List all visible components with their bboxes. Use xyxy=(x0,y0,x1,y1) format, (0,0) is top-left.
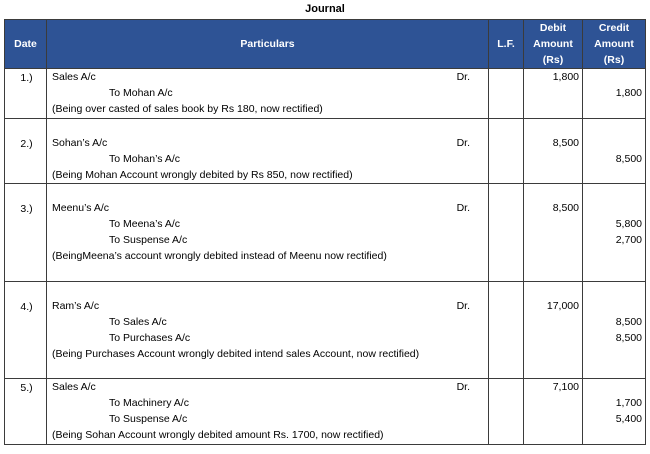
credit-amount: 8,500 xyxy=(615,153,642,165)
dr-label: Dr. xyxy=(456,381,470,393)
header-credit xyxy=(583,20,646,69)
narration: (Being Sohan Account wrongly debited amount Rs. 1700, now rectified) xyxy=(52,429,384,441)
entry-lf xyxy=(489,184,524,282)
credit-account: To Purchases A/c xyxy=(109,332,191,344)
entry-particulars xyxy=(47,282,489,379)
credit-amount: 2,700 xyxy=(615,234,642,246)
entry-date: 4.) xyxy=(5,282,47,379)
entry-lf xyxy=(489,119,524,184)
journal-title: Journal xyxy=(305,3,345,15)
dr-label: Dr. xyxy=(456,202,470,214)
narration: (Being Purchases Account wrongly debited intend sales Account, now rectified) xyxy=(52,348,420,360)
entry-date: 2.) xyxy=(5,119,47,184)
entry-particulars xyxy=(47,119,489,184)
credit-account: To Mohan A/c xyxy=(109,87,173,99)
journal-entry xyxy=(5,119,646,184)
credit-amount: 8,500 xyxy=(615,316,642,328)
dr-label: Dr. xyxy=(456,137,470,149)
entry-date: 1.) xyxy=(5,69,47,119)
journal-entry xyxy=(5,282,646,379)
debit-account: Meenu’s A/c xyxy=(52,202,110,214)
header-particulars: Particulars xyxy=(47,20,489,69)
credit-amount: 8,500 xyxy=(615,332,642,344)
credit-account: To Mohan’s A/c xyxy=(109,153,181,165)
credit-account: To Meena’s A/c xyxy=(109,218,181,230)
credit-account: To Suspense A/c xyxy=(109,234,188,246)
header-debit xyxy=(524,20,583,69)
credit-amount: 5,400 xyxy=(615,413,642,425)
entry-credit-amount xyxy=(583,69,646,119)
entry-lf xyxy=(489,69,524,119)
header-credit-line2: Amount xyxy=(594,38,634,50)
credit-account: To Suspense A/c xyxy=(109,413,188,425)
dr-label: Dr. xyxy=(456,300,470,312)
journal-entry xyxy=(5,379,646,445)
entry-particulars xyxy=(47,379,489,445)
entry-particulars xyxy=(47,184,489,282)
debit-account: Sales A/c xyxy=(52,71,96,83)
entry-debit-amount: 8,500 xyxy=(524,119,583,184)
narration: (Being Mohan Account wrongly debited by Rs 850, now rectified) xyxy=(52,169,353,181)
header-lf: L.F. xyxy=(489,20,524,69)
header-debit-line2: Amount xyxy=(533,38,573,50)
dr-label: Dr. xyxy=(456,71,470,83)
journal-entry xyxy=(5,184,646,282)
debit-account: Sohan’s A/c xyxy=(52,137,108,149)
debit-account: Ram’s A/c xyxy=(52,300,100,312)
entry-credit-amount xyxy=(583,282,646,379)
header-date: Date xyxy=(5,20,47,69)
credit-amount: 1,800 xyxy=(615,87,642,99)
credit-account: To Machinery A/c xyxy=(109,397,189,409)
entry-date: 3.) xyxy=(5,184,47,282)
entry-credit-amount xyxy=(583,184,646,282)
entry-debit-amount: 7,100 xyxy=(524,379,583,445)
entry-debit-amount: 8,500 xyxy=(524,184,583,282)
header-credit-line1: Credit xyxy=(598,22,630,34)
header-debit-line3: (Rs) xyxy=(542,54,564,66)
credit-amount: 5,800 xyxy=(615,218,642,230)
entry-debit-amount: 1,800 xyxy=(524,69,583,119)
credit-amount: 1,700 xyxy=(615,397,642,409)
header-debit-line1: Debit xyxy=(539,22,567,34)
entry-particulars xyxy=(47,69,489,119)
narration: (Being over casted of sales book by Rs 180, now rectified) xyxy=(52,103,323,115)
entry-date: 5.) xyxy=(5,379,47,445)
debit-account: Sales A/c xyxy=(52,381,96,393)
narration: (BeingMeena’s account wrongly debited instead of Meenu now rectified) xyxy=(52,250,387,262)
entry-debit-amount: 17,000 xyxy=(524,282,583,379)
credit-account: To Sales A/c xyxy=(109,316,167,328)
journal-table xyxy=(4,19,646,445)
header-row xyxy=(5,20,646,69)
entry-lf xyxy=(489,379,524,445)
entry-lf xyxy=(489,282,524,379)
entry-credit-amount xyxy=(583,379,646,445)
journal-entry xyxy=(5,69,646,119)
header-credit-line3: (Rs) xyxy=(603,54,625,66)
entry-credit-amount xyxy=(583,119,646,184)
